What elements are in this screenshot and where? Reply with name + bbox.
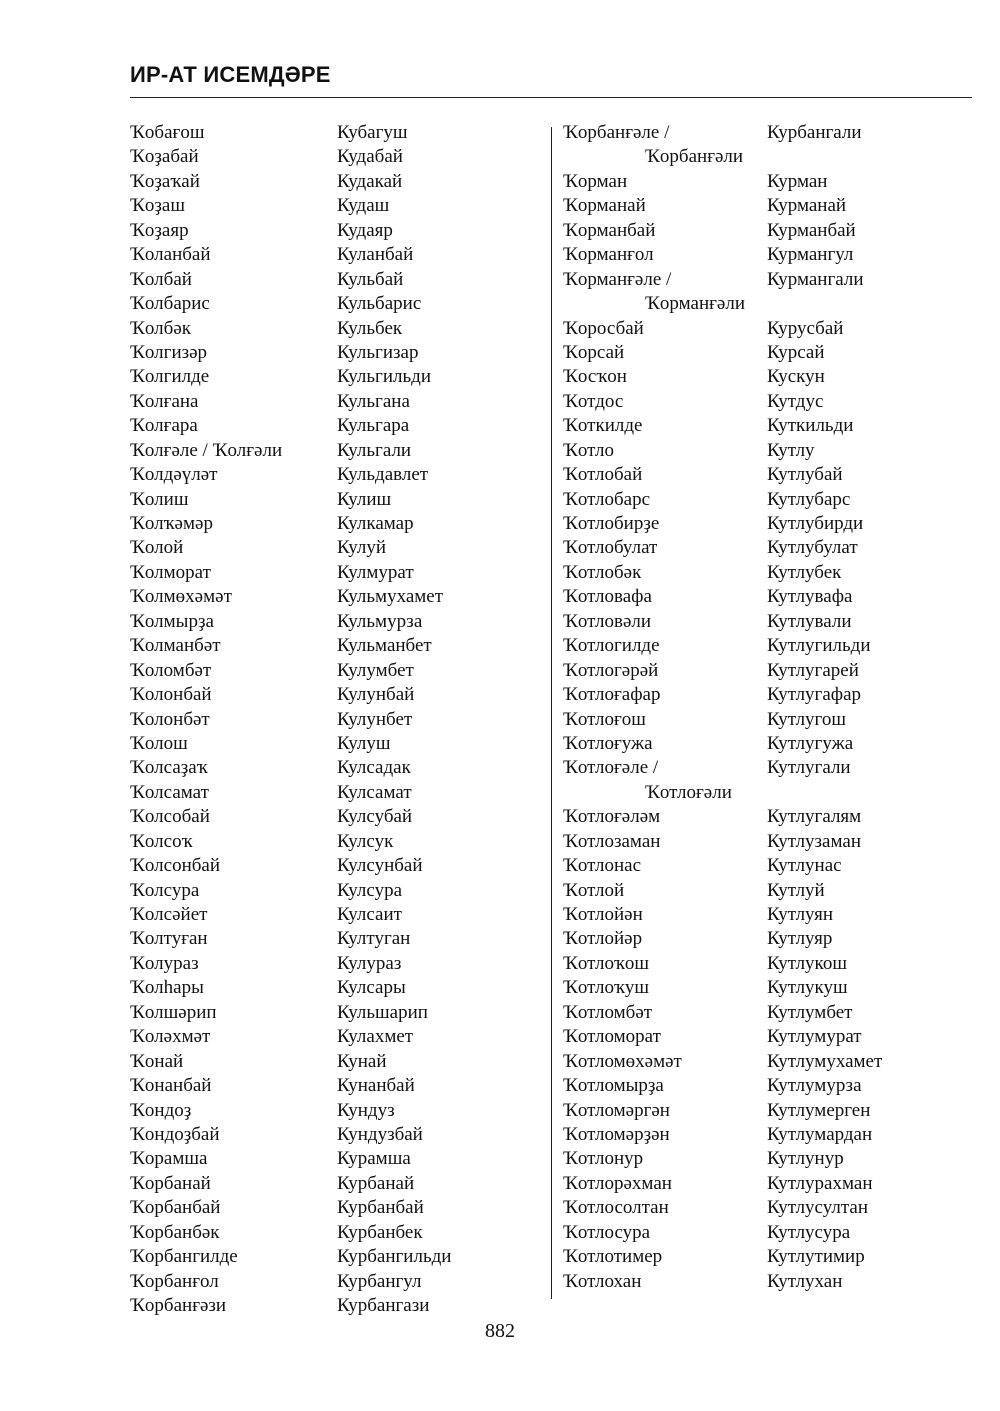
russian-name: Кутлубулат: [767, 537, 858, 559]
name-entry: [130, 292, 530, 316]
russian-name: Кулсунбай: [337, 855, 423, 877]
bashkir-name: Ҡорбанай: [130, 1172, 211, 1194]
bashkir-name: Ҡолсаҙаҡ: [130, 757, 208, 779]
name-entry: [563, 268, 963, 292]
russian-name: Курманбай: [767, 219, 856, 241]
russian-name: Кульгара: [337, 415, 410, 437]
name-entry: [130, 830, 530, 854]
russian-name: Кулсары: [337, 977, 406, 999]
bashkir-name: Ҡотлонас: [563, 855, 642, 877]
column-divider: [551, 127, 552, 1299]
name-entry: [130, 414, 530, 438]
name-entry: [130, 268, 530, 292]
russian-name: Кутлу: [767, 439, 815, 461]
bashkir-name: Ҡонанбай: [130, 1075, 212, 1097]
name-entry: [130, 1025, 530, 1049]
name-entry: [563, 976, 963, 1000]
russian-name: Курбангали: [767, 122, 862, 143]
name-continuation: [563, 781, 963, 805]
bashkir-name: Ҡолой: [130, 537, 184, 559]
bashkir-name: Ҡотлоғужа: [563, 732, 653, 754]
bashkir-name: Ҡотлойән: [563, 904, 643, 925]
name-entry: [563, 512, 963, 536]
russian-name: Кульгана: [337, 390, 410, 412]
bashkir-name: Ҡотлоғәләм: [563, 806, 661, 828]
bashkir-name: Ҡолгилде: [130, 366, 210, 388]
bashkir-name: Ҡолиш: [130, 488, 189, 510]
russian-name: Кутлубарс: [767, 488, 851, 510]
name-entry: [563, 1221, 963, 1245]
name-entry: [563, 756, 963, 780]
bashkir-name: Ҡотлохан: [563, 1270, 642, 1292]
name-entry: [130, 121, 530, 145]
bashkir-name: Ҡолҡәмәр: [130, 513, 213, 534]
bashkir-name: Ҡотлой: [563, 879, 625, 901]
name-entry: [130, 488, 530, 512]
name-entry: [130, 341, 530, 365]
name-entry: [563, 1245, 963, 1269]
name-entry: [130, 1123, 530, 1147]
bashkir-name: Ҡотлотимер: [563, 1246, 663, 1268]
russian-name: Кунай: [337, 1050, 387, 1072]
bashkir-name: Ҡотловафа: [563, 586, 652, 608]
bashkir-name: Ҡолонбай: [130, 684, 212, 706]
name-entry: [130, 1245, 530, 1269]
bashkir-name: Ҡорбанбәк: [130, 1221, 220, 1243]
russian-name: Кутлумерген: [767, 1099, 871, 1121]
bashkir-name: Ҡотлосолтан: [563, 1197, 669, 1219]
name-entry: [563, 1074, 963, 1098]
bashkir-name: Ҡотломәрҙән: [563, 1123, 670, 1145]
name-entry: [563, 634, 963, 658]
russian-name: Кудакай: [337, 170, 403, 192]
name-entry: [563, 121, 963, 145]
bashkir-name: Ҡорсай: [563, 341, 625, 363]
bashkir-name: Ҡоҙаш: [130, 195, 185, 217]
bashkir-name: Ҡолсобай: [130, 806, 210, 828]
russian-name: Кундузбай: [337, 1123, 423, 1145]
russian-name: Курбанай: [337, 1172, 415, 1194]
russian-name: Кутлукош: [767, 952, 847, 974]
name-entry: [563, 317, 963, 341]
russian-name: Кутлугильди: [767, 635, 871, 657]
bashkir-name: Ҡондоҙбай: [130, 1123, 220, 1145]
name-entry: [130, 145, 530, 169]
bashkir-name: Ҡотлозаман: [563, 830, 661, 852]
name-entry: [130, 1001, 530, 1025]
name-entry: [563, 365, 963, 389]
russian-name: Курбанбай: [337, 1197, 424, 1219]
bashkir-name: Ҡолғара: [130, 415, 198, 437]
russian-name: Кулсубай: [337, 806, 413, 828]
russian-name: Кубагуш: [337, 122, 408, 143]
russian-name: Кульмухамет: [337, 586, 444, 608]
name-entry: [563, 1001, 963, 1025]
name-entry: [563, 194, 963, 218]
bashkir-name: Ҡорбанбай: [130, 1197, 221, 1219]
name-entry: [563, 659, 963, 683]
russian-name: Кульгизар: [337, 341, 419, 363]
page-header: ИР-АТ ИСЕМДӘРЕ: [130, 62, 331, 87]
bashkir-name: Ҡолбарис: [130, 293, 210, 315]
name-entry: [130, 561, 530, 585]
russian-name: Кулунбай: [337, 684, 415, 706]
russian-name: Кульманбет: [337, 635, 432, 657]
russian-name: Кутлугужа: [767, 732, 854, 754]
name-entry: [130, 683, 530, 707]
russian-name: Кулсаит: [337, 904, 402, 925]
bashkir-name: Ҡотломөхәмәт: [563, 1050, 682, 1072]
russian-name: Курбангази: [337, 1295, 430, 1316]
bashkir-name: Ҡорбанғол: [130, 1270, 219, 1292]
name-entry: [563, 439, 963, 463]
bashkir-name: Ҡотлойәр: [563, 928, 643, 950]
russian-name: Кутлугош: [767, 708, 847, 730]
russian-name: Кулуй: [337, 537, 387, 559]
name-entry: [563, 708, 963, 732]
bashkir-name: Ҡолғана: [130, 390, 199, 412]
bashkir-name: Ҡоросбай: [563, 317, 644, 339]
bashkir-name: Ҡорманбай: [563, 219, 656, 241]
bashkir-name: Ҡоләхмәт: [130, 1026, 211, 1048]
russian-name: Кутлумухамет: [767, 1050, 883, 1072]
name-entry: [563, 805, 963, 829]
russian-name: Кулсадак: [337, 757, 411, 779]
russian-name: Кутлуй: [767, 879, 825, 901]
left-name-column: [130, 121, 530, 1318]
bashkir-name: Ҡотло: [563, 439, 614, 461]
name-entry: [563, 463, 963, 487]
name-entry: [130, 854, 530, 878]
russian-name: Кутлувафа: [767, 586, 853, 608]
name-entry: [130, 1147, 530, 1171]
russian-name: Кутлували: [767, 610, 852, 632]
name-entry: [130, 659, 530, 683]
russian-name: Курмангул: [767, 244, 854, 266]
name-entry: [563, 390, 963, 414]
russian-name: Кульшарип: [337, 1001, 428, 1023]
russian-name: Кутлутимир: [767, 1246, 865, 1268]
name-entry: [130, 805, 530, 829]
bashkir-name: Ҡотлогәрәй: [563, 659, 659, 681]
bashkir-name: Ҡолсоҡ: [130, 830, 193, 852]
name-entry: [130, 732, 530, 756]
russian-name: Кулахмет: [337, 1026, 414, 1048]
bashkir-name: Ҡондоҙ: [130, 1099, 192, 1121]
bashkir-name: Ҡолсамат: [130, 781, 209, 803]
bashkir-name: Ҡорбанғәзи: [130, 1295, 227, 1316]
russian-name: Кулумбет: [337, 659, 414, 681]
bashkir-name: Ҡолмөхәмәт: [130, 586, 232, 608]
name-entry: [563, 341, 963, 365]
name-entry: [130, 781, 530, 805]
name-entry: [130, 194, 530, 218]
bashkir-name: Ҡотлосура: [563, 1221, 651, 1243]
bashkir-name: Ҡотловәли: [563, 610, 652, 632]
russian-name: Курусбай: [767, 317, 844, 339]
bashkir-name: Ҡолбәк: [130, 317, 191, 339]
name-entry: [130, 976, 530, 1000]
header-rule: [130, 97, 972, 98]
russian-name: Курмангали: [767, 268, 864, 290]
russian-name: Кутлумурза: [767, 1075, 862, 1097]
bashkir-name: Ҡоланбай: [130, 244, 211, 266]
name-entry: [563, 952, 963, 976]
bashkir-name: Ҡотдос: [563, 390, 624, 412]
russian-name: Кудаяр: [337, 219, 393, 241]
bashkir-name: Ҡорманғәле /: [563, 268, 672, 290]
russian-name: Кутлусултан: [767, 1197, 869, 1219]
name-entry: [130, 1221, 530, 1245]
bashkir-name: Ҡорман: [563, 170, 628, 192]
bashkir-name: Ҡосҡон: [563, 366, 627, 388]
name-entry: [563, 414, 963, 438]
bashkir-name: Ҡорамша: [130, 1148, 208, 1170]
russian-name: Кулсук: [337, 830, 394, 852]
russian-name: Кульгильди: [337, 366, 431, 388]
bashkir-name: Ҡотлобай: [563, 464, 643, 486]
name-entry: [130, 219, 530, 243]
right-name-column: [563, 121, 963, 1294]
russian-name: Кулиш: [337, 488, 392, 510]
page-number: 882: [485, 1320, 515, 1342]
bashkir-name: Ҡотлобирҙе: [563, 513, 660, 534]
bashkir-name-continuation: Ҡорманғәли: [645, 293, 746, 315]
name-entry: [130, 1270, 530, 1294]
name-entry: [130, 170, 530, 194]
name-entry: [563, 1172, 963, 1196]
bashkir-name: Ҡорманай: [563, 195, 646, 217]
russian-name: Кутлузаман: [767, 830, 861, 852]
name-entry: [563, 536, 963, 560]
name-entry: [563, 219, 963, 243]
name-entry: [563, 879, 963, 903]
russian-name: Кутдус: [767, 390, 824, 412]
name-entry: [563, 1050, 963, 1074]
name-entry: [563, 243, 963, 267]
bashkir-name: Ҡотломырҙа: [563, 1075, 664, 1097]
bashkir-name: Ҡотлоғош: [563, 708, 646, 730]
bashkir-name: Ҡотлонур: [563, 1148, 644, 1170]
name-entry: [130, 390, 530, 414]
russian-name: Кудаш: [337, 195, 390, 217]
bashkir-name: Ҡолош: [130, 732, 188, 754]
bashkir-name: Ҡолһары: [130, 977, 204, 999]
bashkir-name: Ҡолдәүләт: [130, 464, 218, 486]
name-entry: [130, 756, 530, 780]
bashkir-name: Ҡолсонбай: [130, 855, 221, 877]
russian-name: Курамша: [337, 1148, 411, 1170]
name-entry: [563, 830, 963, 854]
name-entry: [130, 927, 530, 951]
name-entry: [563, 903, 963, 927]
russian-name: Куланбай: [337, 244, 414, 266]
bashkir-name: Ҡотлогилде: [563, 635, 660, 657]
bashkir-name-continuation: Ҡотлоғәли: [645, 781, 732, 803]
bashkir-name: Ҡотлобәк: [563, 561, 642, 583]
name-entry: [563, 170, 963, 194]
name-entry: [563, 1147, 963, 1171]
russian-name: Кутлухан: [767, 1270, 843, 1292]
name-entry: [130, 634, 530, 658]
russian-name: Куткильди: [767, 415, 854, 437]
bashkir-name: Ҡоҙаҡай: [130, 170, 200, 192]
name-entry: [563, 683, 963, 707]
name-entry: [563, 927, 963, 951]
russian-name: Кутлугалям: [767, 806, 862, 828]
russian-name: Курбанбек: [337, 1221, 423, 1243]
russian-name: Кулсамат: [337, 781, 412, 803]
name-entry: [130, 1294, 530, 1318]
russian-name: Кулкамар: [337, 513, 414, 534]
name-entry: [130, 1196, 530, 1220]
bashkir-name: Ҡорбанғәле /: [563, 122, 670, 143]
name-entry: [563, 585, 963, 609]
russian-name: Кутлукуш: [767, 977, 848, 999]
name-entry: [563, 1025, 963, 1049]
russian-name: Кутлунас: [767, 855, 842, 877]
russian-name: Кутлуян: [767, 904, 833, 925]
bashkir-name: Ҡотлоҡуш: [563, 977, 650, 999]
russian-name: Курманай: [767, 195, 847, 217]
name-entry: [563, 488, 963, 512]
russian-name: Кульбарис: [337, 293, 422, 315]
name-entry: [130, 536, 530, 560]
name-entry: [563, 854, 963, 878]
russian-name: Кундуз: [337, 1099, 395, 1121]
russian-name: Кунанбай: [337, 1075, 415, 1097]
bashkir-name: Ҡонай: [130, 1050, 184, 1072]
name-entry: [130, 708, 530, 732]
russian-name: Кутлурахман: [767, 1172, 873, 1194]
bashkir-name: Ҡоҙабай: [130, 146, 199, 168]
russian-name: Кулмурат: [337, 561, 414, 583]
russian-name: Кутлугафар: [767, 684, 862, 706]
name-entry: [130, 317, 530, 341]
russian-name: Кутлунур: [767, 1148, 844, 1170]
russian-name: Кульбек: [337, 317, 403, 339]
bashkir-name: Ҡотлоғәле /: [563, 757, 659, 779]
russian-name: Кутлумурат: [767, 1026, 862, 1048]
bashkir-name: Ҡолураз: [130, 952, 199, 974]
name-entry: [130, 463, 530, 487]
name-entry: [130, 585, 530, 609]
bashkir-name: Ҡолтуған: [130, 928, 208, 950]
name-continuation: [563, 145, 963, 169]
bashkir-name: Ҡотлоғафар: [563, 684, 661, 706]
russian-name: Кутлуяр: [767, 928, 833, 950]
bashkir-name: Ҡотломорат: [563, 1026, 661, 1048]
name-entry: [130, 903, 530, 927]
russian-name: Култуган: [337, 928, 411, 950]
bashkir-name: Ҡолонбәт: [130, 708, 210, 730]
russian-name: Кутлубай: [767, 464, 843, 486]
russian-name: Кулсура: [337, 879, 403, 901]
bashkir-name: Ҡобағош: [130, 122, 205, 143]
bashkir-name: Ҡотломәргән: [563, 1099, 670, 1121]
bashkir-name: Ҡолморат: [130, 561, 211, 583]
russian-name: Кулураз: [337, 952, 402, 974]
name-entry: [130, 439, 530, 463]
russian-name: Кулунбет: [337, 708, 413, 730]
bashkir-name: Ҡолманбәт: [130, 635, 221, 657]
bashkir-name: Ҡолсура: [130, 879, 200, 901]
russian-name: Кутлубек: [767, 561, 842, 583]
bashkir-name: Ҡотлобулат: [563, 537, 658, 559]
bashkir-name: Ҡотлобарс: [563, 488, 651, 510]
name-entry: [130, 610, 530, 634]
bashkir-name: Ҡотлорәхман: [563, 1172, 672, 1194]
russian-name: Кутлугарей: [767, 659, 859, 681]
name-entry: [130, 1172, 530, 1196]
russian-name: Кульмурза: [337, 610, 423, 632]
russian-name: Кутлумардан: [767, 1123, 873, 1145]
name-entry: [563, 1270, 963, 1294]
russian-name: Курман: [767, 170, 828, 192]
bashkir-name: Ҡолшәрип: [130, 1001, 217, 1023]
bashkir-name: Ҡотломбәт: [563, 1001, 653, 1023]
russian-name: Курбангильди: [337, 1246, 452, 1268]
name-entry: [130, 243, 530, 267]
bashkir-name: Ҡолгизәр: [130, 341, 208, 363]
bashkir-name: Ҡолмырҙа: [130, 610, 214, 632]
name-entry: [130, 365, 530, 389]
russian-name: Кудабай: [337, 146, 403, 168]
name-entry: [130, 1099, 530, 1123]
bashkir-name: Ҡоткилде: [563, 415, 643, 437]
name-entry: [130, 1074, 530, 1098]
name-entry: [563, 561, 963, 585]
bashkir-name: Ҡоломбәт: [130, 659, 212, 681]
bashkir-name-continuation: Ҡорбанғәли: [645, 146, 744, 168]
russian-name: Кутлусура: [767, 1221, 851, 1243]
name-entry: [130, 879, 530, 903]
name-continuation: [563, 292, 963, 316]
name-entry: [563, 610, 963, 634]
bashkir-name: Ҡотлоҡош: [563, 952, 650, 974]
russian-name: Кутлубирди: [767, 513, 864, 534]
russian-name: Кульдавлет: [337, 464, 429, 486]
bashkir-name: Ҡолбай: [130, 268, 192, 290]
bashkir-name: Ҡорманғол: [563, 244, 654, 266]
bashkir-name: Ҡорбангилде: [130, 1246, 238, 1268]
name-entry: [130, 512, 530, 536]
bashkir-name: Ҡолғәле / Ҡолғәли: [130, 439, 283, 461]
name-entry: [130, 952, 530, 976]
russian-name: Кускун: [767, 366, 825, 388]
name-entry: [130, 1050, 530, 1074]
name-entry: [563, 1099, 963, 1123]
russian-name: Курсай: [767, 341, 825, 363]
bashkir-name: Ҡолсәйет: [130, 904, 208, 925]
russian-name: Кутлугали: [767, 757, 851, 779]
russian-name: Кульгали: [337, 439, 412, 461]
russian-name: Курбангул: [337, 1270, 422, 1292]
russian-name: Кутлумбет: [767, 1001, 853, 1023]
bashkir-name: Ҡоҙаяр: [130, 219, 189, 241]
name-entry: [563, 1123, 963, 1147]
russian-name: Кульбай: [337, 268, 404, 290]
russian-name: Кулуш: [337, 732, 391, 754]
name-entry: [563, 732, 963, 756]
name-entry: [563, 1196, 963, 1220]
